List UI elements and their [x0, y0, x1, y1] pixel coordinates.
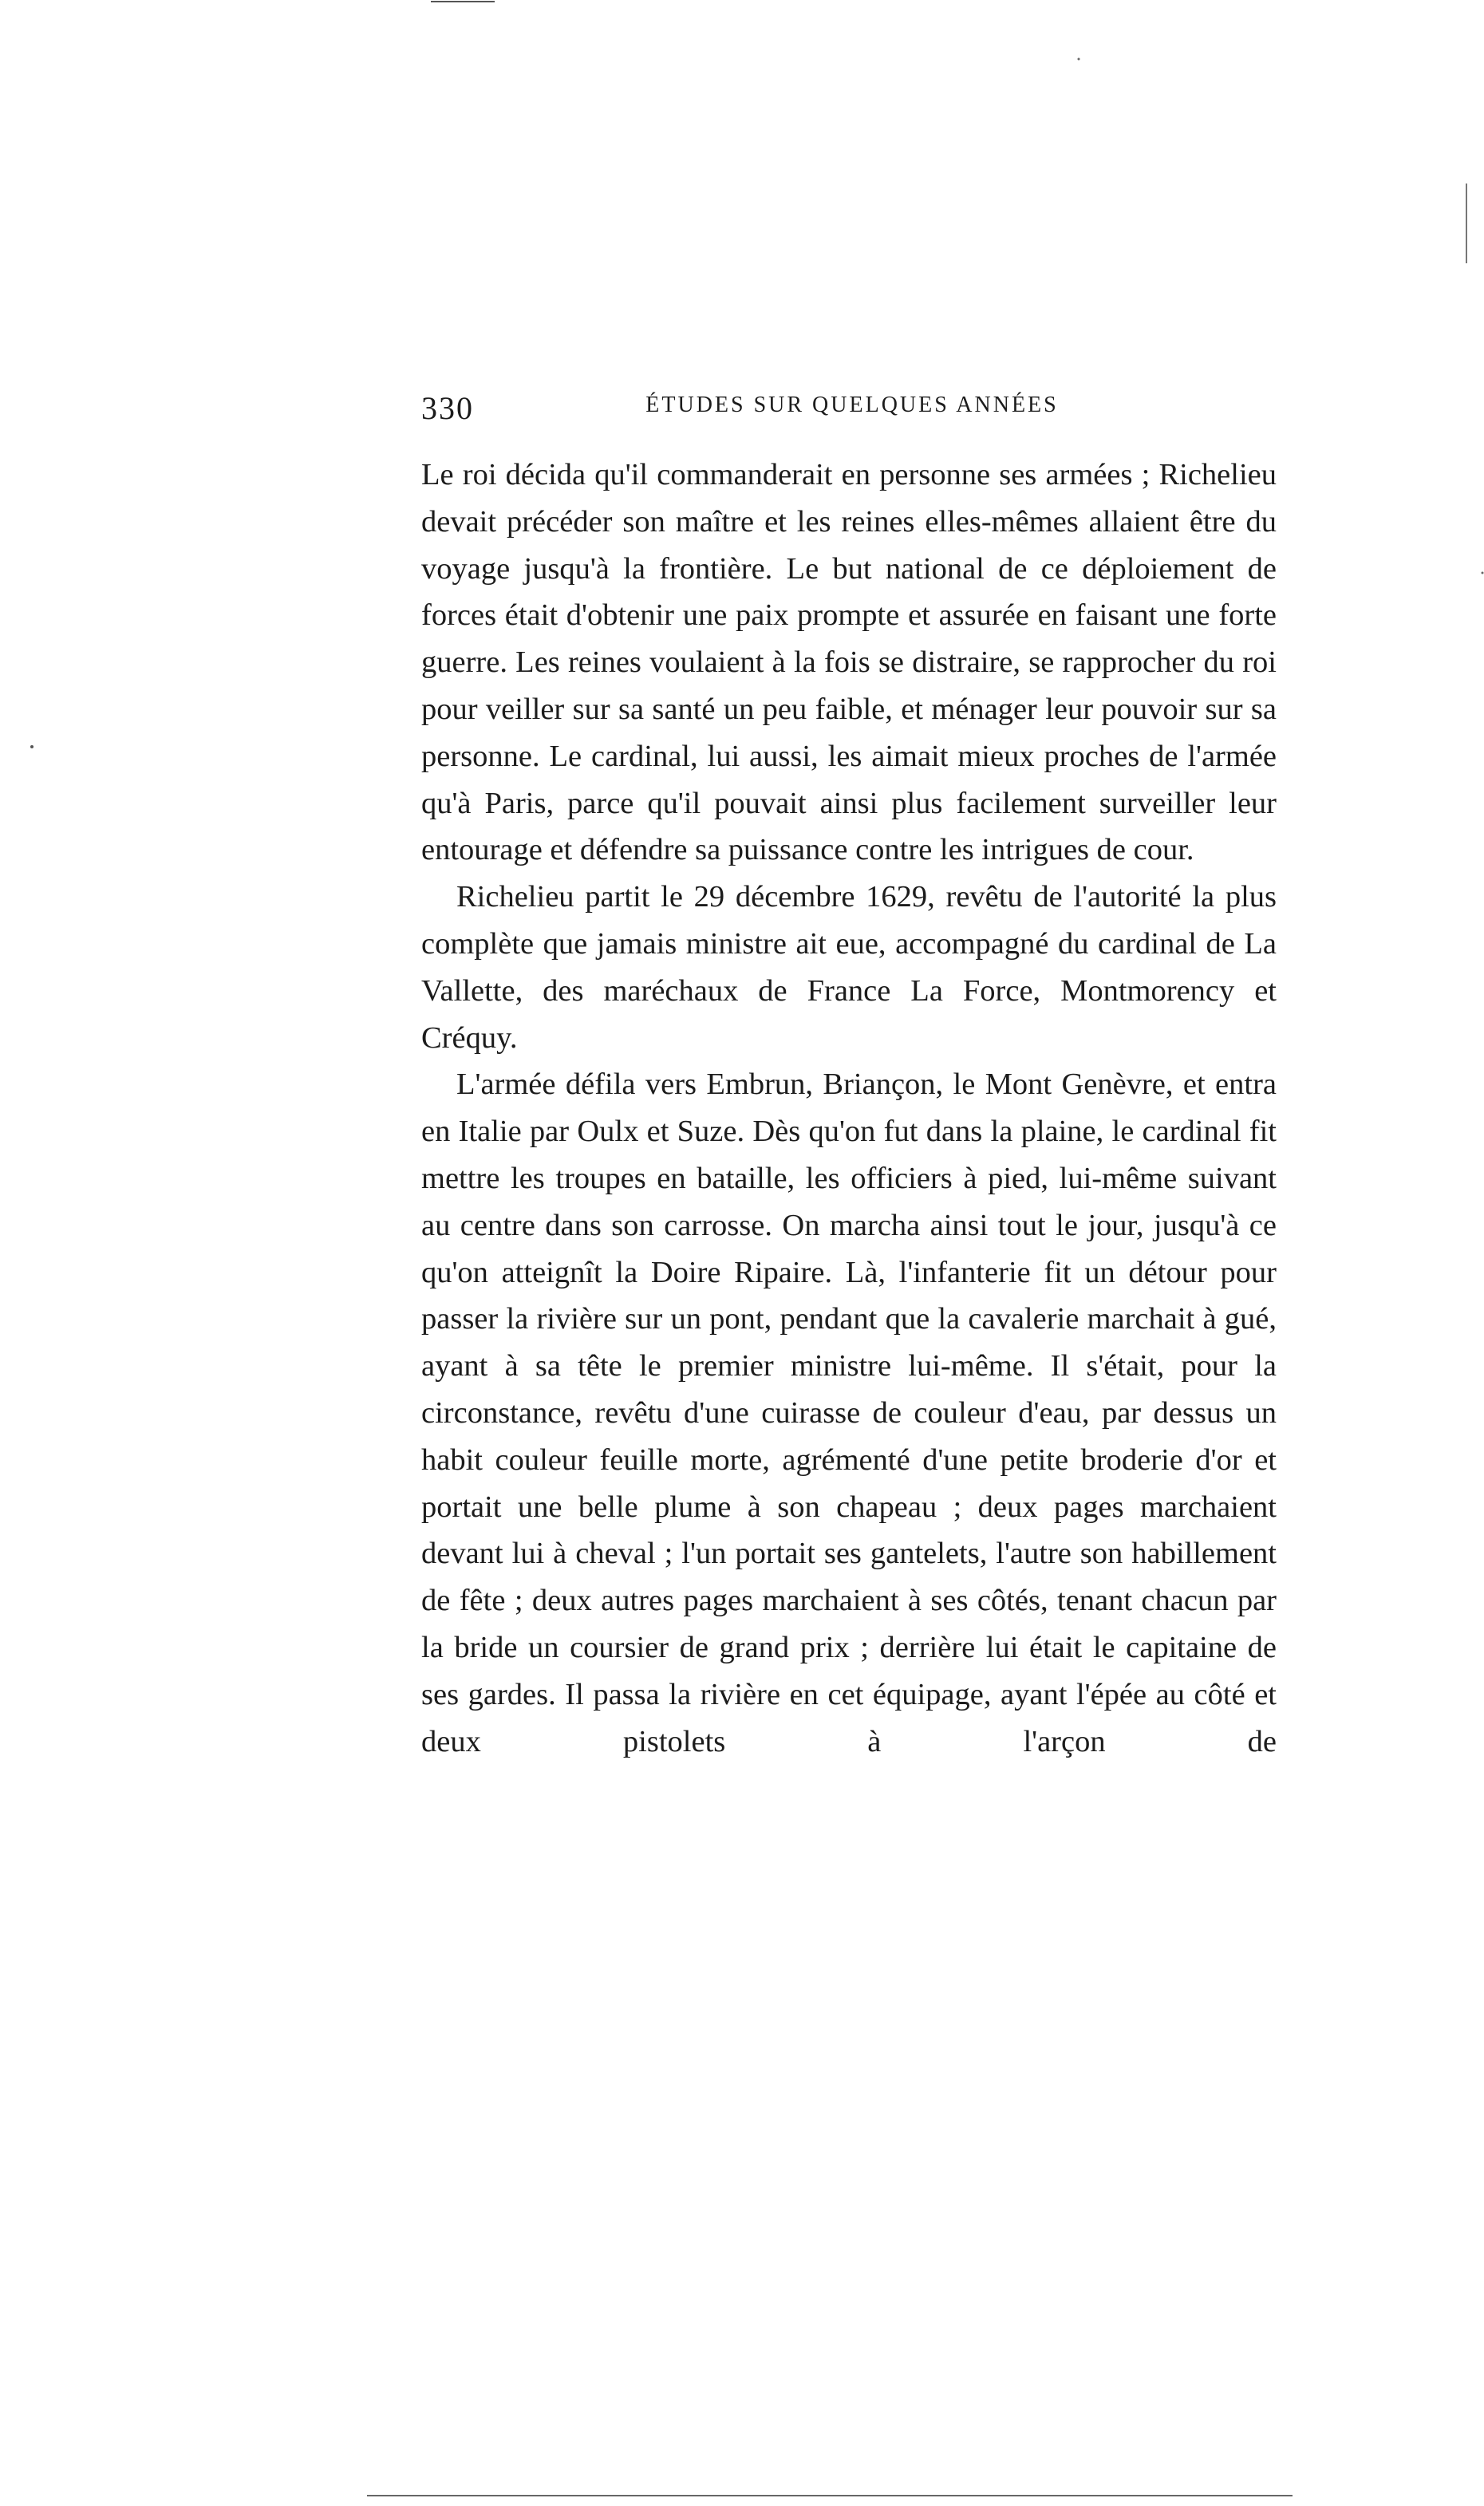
scan-speck	[30, 745, 34, 748]
scan-speck	[1078, 58, 1080, 61]
running-head	[421, 389, 1277, 437]
paragraph-3: L'armée défila vers Embrun, Briançon, le Mont Genèvre, et entra en Italie par Oulx et Suze. Dès qu'on fut dans la plaine, le cardinal fit mettre les troupes en bataille, les officiers à pied, lui-même suivant au centre dans son carrosse. On marcha ainsi tout le jour, jusqu'à ce qu'on atteignît la Doire Ripaire. Là, l'infanterie fit un détour pour passer la rivière sur un pont, pendant que la cavalerie marchait à gué, ayant à sa tête le premier ministre lui-même. Il s'était, pour la circonstance, revêtu d'une cuirasse de couleur d'eau, par dessus un habit couleur feuille morte, agrémenté d'une petite broderie d'or et portait une belle plume à son chapeau ; deux pages marchaient devant lui à cheval ; l'un portait ses gantelets, l'autre son habillement de fête ; deux autres pages marchaient à ses côtés, tenant chacun par la bride un coursier de grand prix ; derrière lui était le capitaine de ses gardes. Il passa la rivière en cet équipage, ayant l'épée au côté et deux pistolets à l'arçon de	[421, 1068, 1277, 1758]
page-number: 330	[421, 390, 474, 426]
paragraph-1: Le roi décida qu'il commanderait en personne ses armées ; Richelieu devait précéder son maître et les reines elles-mêmes allaient être du voyage jusqu'à la frontière. Le but national de ce déploiement de forces était d'obtenir une paix prompte et assurée en faisant une forte guerre. Les reines voulaient à la fois se distraire, se rapprocher du roi pour veiller sur sa santé un peu faible, et ménager leur pouvoir sur sa personne. Le cardinal, lui aussi, les aimait mieux proches de l'armée qu'à Paris, parce qu'il pouvait ainsi plus facilement surveiller leur entourage et défendre sa puissance contre les intrigues de cour.	[421, 458, 1277, 867]
body-text	[421, 452, 1277, 1765]
paragraph-2: Richelieu partit le 29 décembre 1629, revêtu de l'autorité la plus complète que jamais ministre ait eue, accompagné du cardinal de La Vallette, des maréchaux de France La Force, Montmorency et Créquy.	[421, 880, 1277, 1055]
scan-speck	[1482, 572, 1484, 574]
running-title: ÉTUDES SUR QUELQUES ANNÉES	[645, 393, 1059, 417]
